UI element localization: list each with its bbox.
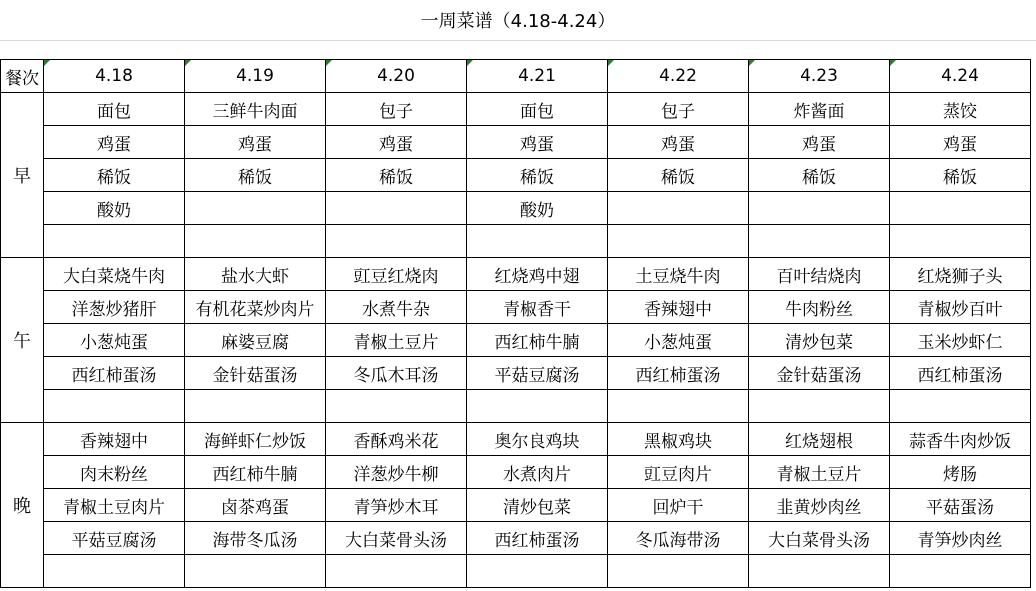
dish-cell[interactable]: [749, 555, 890, 588]
menu-row: [1, 159, 1031, 192]
menu-row: [1, 522, 1031, 555]
meal-label[interactable]: 早: [1, 93, 44, 258]
dish-cell[interactable]: 大白菜骨头汤: [326, 522, 467, 555]
dish-cell[interactable]: 鸡蛋: [326, 126, 467, 159]
dish-cell[interactable]: [185, 192, 326, 225]
dish-cell[interactable]: [608, 390, 749, 423]
menu-row: [1, 291, 1031, 324]
dish-cell[interactable]: 卤茶鸡蛋: [185, 489, 326, 522]
date-header[interactable]: 4.22: [608, 60, 749, 93]
menu-table-body: [1, 60, 1031, 588]
dish-cell[interactable]: 炸酱面: [749, 93, 890, 126]
dish-cell[interactable]: [44, 555, 185, 588]
dish-cell[interactable]: 红烧翅根: [749, 423, 890, 456]
menu-row: [1, 423, 1031, 456]
dish-cell[interactable]: 稀饭: [467, 159, 608, 192]
menu-row: [1, 390, 1031, 423]
meal-label[interactable]: 午: [1, 258, 44, 423]
dish-cell[interactable]: 百叶结烧肉: [749, 258, 890, 291]
dish-cell[interactable]: 红烧狮子头: [890, 258, 1031, 291]
dish-cell[interactable]: 烤肠: [890, 456, 1031, 489]
dish-cell[interactable]: 土豆烧牛肉: [608, 258, 749, 291]
dish-cell[interactable]: 玉米炒虾仁: [890, 324, 1031, 357]
dish-cell[interactable]: [326, 192, 467, 225]
dish-cell[interactable]: 青笋炒木耳: [326, 489, 467, 522]
dish-cell[interactable]: 西红柿牛腩: [467, 324, 608, 357]
dish-cell[interactable]: 香辣翅中: [608, 291, 749, 324]
dish-cell[interactable]: 鸡蛋: [890, 126, 1031, 159]
dish-cell[interactable]: [326, 555, 467, 588]
dish-cell[interactable]: 清炒包菜: [467, 489, 608, 522]
dish-cell[interactable]: 香酥鸡米花: [326, 423, 467, 456]
menu-row: [1, 489, 1031, 522]
dish-cell[interactable]: [608, 225, 749, 258]
blank-row: [0, 40, 1036, 59]
menu-row: [1, 357, 1031, 390]
dish-cell[interactable]: 平菇豆腐汤: [467, 357, 608, 390]
dish-cell[interactable]: [326, 225, 467, 258]
dish-cell[interactable]: 鸡蛋: [185, 126, 326, 159]
dish-cell[interactable]: [608, 192, 749, 225]
dish-cell[interactable]: 牛肉粉丝: [749, 291, 890, 324]
header-row: [1, 60, 1031, 93]
dish-cell[interactable]: 青椒土豆片: [326, 324, 467, 357]
dish-cell[interactable]: 香辣翅中: [44, 423, 185, 456]
menu-row: [1, 456, 1031, 489]
dish-cell[interactable]: [749, 390, 890, 423]
menu-table: [0, 59, 1031, 588]
dish-cell[interactable]: 平菇蛋汤: [890, 489, 1031, 522]
dish-cell[interactable]: 大白菜烧牛肉: [44, 258, 185, 291]
dish-cell[interactable]: 黑椒鸡块: [608, 423, 749, 456]
dish-cell[interactable]: 包子: [608, 93, 749, 126]
dish-cell[interactable]: 青笋炒肉丝: [890, 522, 1031, 555]
dish-cell[interactable]: [890, 390, 1031, 423]
dish-cell[interactable]: 清炒包菜: [749, 324, 890, 357]
dish-cell[interactable]: 面包: [467, 93, 608, 126]
dish-cell[interactable]: 稀饭: [749, 159, 890, 192]
page-title: 一周菜谱（4.18-4.24）: [0, 0, 1036, 41]
dish-cell[interactable]: 豇豆红烧肉: [326, 258, 467, 291]
dish-cell[interactable]: 韭黄炒肉丝: [749, 489, 890, 522]
dish-cell[interactable]: 奥尔良鸡块: [467, 423, 608, 456]
dish-cell[interactable]: 青椒土豆片: [749, 456, 890, 489]
menu-row: [1, 126, 1031, 159]
dish-cell[interactable]: [890, 225, 1031, 258]
dish-cell[interactable]: [44, 225, 185, 258]
dish-cell[interactable]: 平菇豆腐汤: [44, 522, 185, 555]
dish-cell[interactable]: 金针菇蛋汤: [185, 357, 326, 390]
dish-cell[interactable]: 冬瓜木耳汤: [326, 357, 467, 390]
dish-cell[interactable]: 蒸饺: [890, 93, 1031, 126]
dish-cell[interactable]: 青椒土豆肉片: [44, 489, 185, 522]
dish-cell[interactable]: [890, 192, 1031, 225]
dish-cell[interactable]: [608, 555, 749, 588]
dish-cell[interactable]: 冬瓜海带汤: [608, 522, 749, 555]
menu-row: [1, 192, 1031, 225]
dish-cell[interactable]: 稀饭: [185, 159, 326, 192]
dish-cell[interactable]: 青椒香干: [467, 291, 608, 324]
dish-cell[interactable]: 稀饭: [608, 159, 749, 192]
menu-row: [1, 324, 1031, 357]
dish-cell[interactable]: 鸡蛋: [467, 126, 608, 159]
dish-cell[interactable]: 大白菜骨头汤: [749, 522, 890, 555]
dish-cell[interactable]: 三鲜牛肉面: [185, 93, 326, 126]
dish-cell[interactable]: 稀饭: [890, 159, 1031, 192]
dish-cell[interactable]: 小葱炖蛋: [608, 324, 749, 357]
dish-cell[interactable]: 水煮牛杂: [326, 291, 467, 324]
dish-cell[interactable]: [185, 390, 326, 423]
dish-cell[interactable]: 蒜香牛肉炒饭: [890, 423, 1031, 456]
dish-cell[interactable]: 鸡蛋: [44, 126, 185, 159]
meal-label[interactable]: 晚: [1, 423, 44, 588]
dish-cell[interactable]: [467, 225, 608, 258]
menu-row: [1, 93, 1031, 126]
date-header[interactable]: 4.19: [185, 60, 326, 93]
dish-cell[interactable]: 包子: [326, 93, 467, 126]
dish-cell[interactable]: 西红柿蛋汤: [44, 357, 185, 390]
dish-cell[interactable]: 酸奶: [467, 192, 608, 225]
dish-cell[interactable]: 酸奶: [44, 192, 185, 225]
dish-cell[interactable]: 有机花菜炒肉片: [185, 291, 326, 324]
dish-cell[interactable]: [890, 555, 1031, 588]
date-header[interactable]: 4.23: [749, 60, 890, 93]
dish-cell[interactable]: [749, 192, 890, 225]
meal-column-header[interactable]: 餐次: [1, 60, 44, 93]
menu-row: [1, 258, 1031, 291]
dish-cell[interactable]: 麻婆豆腐: [185, 324, 326, 357]
dish-cell[interactable]: 红烧鸡中翅: [467, 258, 608, 291]
dish-cell[interactable]: [185, 225, 326, 258]
dish-cell[interactable]: 小葱炖蛋: [44, 324, 185, 357]
dish-cell[interactable]: [326, 390, 467, 423]
date-header[interactable]: 4.18: [44, 60, 185, 93]
dish-cell[interactable]: 西红柿牛腩: [185, 456, 326, 489]
dish-cell[interactable]: [467, 390, 608, 423]
dish-cell[interactable]: 回炉干: [608, 489, 749, 522]
dish-cell[interactable]: 海鲜虾仁炒饭: [185, 423, 326, 456]
date-header[interactable]: 4.21: [467, 60, 608, 93]
dish-cell[interactable]: 西红柿蛋汤: [608, 357, 749, 390]
menu-row: [1, 555, 1031, 588]
dish-cell[interactable]: 洋葱炒牛柳: [326, 456, 467, 489]
dish-cell[interactable]: 青椒炒百叶: [890, 291, 1031, 324]
menu-row: [1, 225, 1031, 258]
dish-cell[interactable]: [749, 225, 890, 258]
dish-cell[interactable]: 西红柿蛋汤: [467, 522, 608, 555]
dish-cell[interactable]: 面包: [44, 93, 185, 126]
dish-cell[interactable]: 盐水大虾: [185, 258, 326, 291]
dish-cell[interactable]: 西红柿蛋汤: [890, 357, 1031, 390]
dish-cell[interactable]: 稀饭: [44, 159, 185, 192]
dish-cell[interactable]: 洋葱炒猪肝: [44, 291, 185, 324]
date-header[interactable]: 4.20: [326, 60, 467, 93]
dish-cell[interactable]: [44, 390, 185, 423]
dish-cell[interactable]: [467, 555, 608, 588]
dish-cell[interactable]: [185, 555, 326, 588]
dish-cell[interactable]: 鸡蛋: [608, 126, 749, 159]
dish-cell[interactable]: 豇豆肉片: [608, 456, 749, 489]
dish-cell[interactable]: 鸡蛋: [749, 126, 890, 159]
dish-cell[interactable]: 肉末粉丝: [44, 456, 185, 489]
dish-cell[interactable]: 金针菇蛋汤: [749, 357, 890, 390]
dish-cell[interactable]: 海带冬瓜汤: [185, 522, 326, 555]
dish-cell[interactable]: 水煮肉片: [467, 456, 608, 489]
dish-cell[interactable]: 稀饭: [326, 159, 467, 192]
date-header[interactable]: 4.24: [890, 60, 1031, 93]
